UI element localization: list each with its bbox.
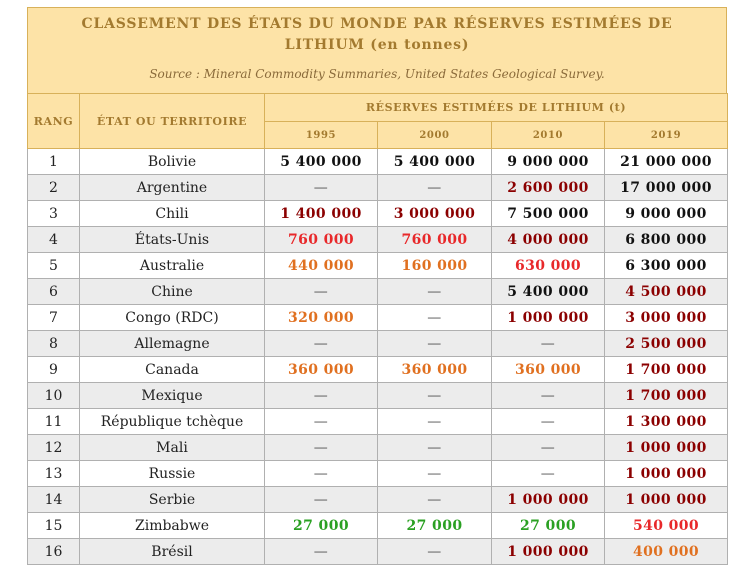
reserve-value-cell: — <box>378 487 492 513</box>
reserve-value-cell: 1 000 000 <box>492 487 605 513</box>
reserve-value-cell: 1 000 000 <box>605 461 728 487</box>
table-row <box>28 305 728 331</box>
rank-cell: 2 <box>28 175 80 201</box>
state-cell: Zimbabwe <box>80 513 265 539</box>
reserve-value-cell: 5 400 000 <box>378 149 492 175</box>
reserve-value-cell: 1 000 000 <box>492 539 605 565</box>
reserve-value-cell: — <box>265 175 378 201</box>
reserve-value-cell: — <box>492 383 605 409</box>
reserve-value-cell: 9 000 000 <box>605 201 728 227</box>
reserve-value-cell: 1 700 000 <box>605 357 728 383</box>
reserve-value-cell: 2 500 000 <box>605 331 728 357</box>
reserve-value-cell: 27 000 <box>492 513 605 539</box>
state-cell: Mali <box>80 435 265 461</box>
table-title <box>28 8 726 56</box>
reserve-value-cell: 5 400 000 <box>265 149 378 175</box>
reserve-value-cell: — <box>265 539 378 565</box>
table-row <box>28 357 728 383</box>
reserve-value-cell: 4 000 000 <box>492 227 605 253</box>
rank-cell: 16 <box>28 539 80 565</box>
table-row <box>28 175 728 201</box>
reserve-value-cell: 1 000 000 <box>605 487 728 513</box>
table-caption <box>27 7 727 93</box>
header-year: 1995 <box>265 122 378 149</box>
reserve-value-cell: 540 000 <box>605 513 728 539</box>
table-row <box>28 435 728 461</box>
reserve-value-cell: 27 000 <box>378 513 492 539</box>
state-cell: Australie <box>80 253 265 279</box>
reserve-value-cell: 400 000 <box>605 539 728 565</box>
header-year: 2000 <box>378 122 492 149</box>
header-rank: RANG <box>28 94 80 149</box>
reserve-value-cell: 7 500 000 <box>492 201 605 227</box>
reserve-value-cell: 360 000 <box>378 357 492 383</box>
table-row <box>28 149 728 175</box>
reserve-value-cell: 3 000 000 <box>605 305 728 331</box>
reserve-value-cell: 27 000 <box>265 513 378 539</box>
reserve-value-cell: 360 000 <box>265 357 378 383</box>
table-row <box>28 461 728 487</box>
reserve-value-cell: 1 000 000 <box>605 435 728 461</box>
rank-cell: 13 <box>28 461 80 487</box>
reserve-value-cell: — <box>492 331 605 357</box>
state-cell: Chine <box>80 279 265 305</box>
reserve-value-cell: — <box>378 461 492 487</box>
table-row <box>28 331 728 357</box>
rank-cell: 3 <box>28 201 80 227</box>
header-state: ÉTAT OU TERRITOIRE <box>80 94 265 149</box>
state-cell: Russie <box>80 461 265 487</box>
table-row <box>28 253 728 279</box>
reserve-value-cell: — <box>265 383 378 409</box>
reserve-value-cell: 3 000 000 <box>378 201 492 227</box>
reserve-value-cell: — <box>378 383 492 409</box>
reserve-value-cell: — <box>265 435 378 461</box>
header-year: 2010 <box>492 122 605 149</box>
rank-cell: 12 <box>28 435 80 461</box>
rank-cell: 9 <box>28 357 80 383</box>
reserve-value-cell: — <box>378 305 492 331</box>
reserve-value-cell: — <box>492 435 605 461</box>
reserve-value-cell: 21 000 000 <box>605 149 728 175</box>
lithium-reserves-table <box>27 93 728 565</box>
state-cell: Allemagne <box>80 331 265 357</box>
table-row <box>28 383 728 409</box>
reserve-value-cell: — <box>492 409 605 435</box>
reserve-value-cell: — <box>265 409 378 435</box>
reserve-value-cell: 6 800 000 <box>605 227 728 253</box>
rank-cell: 6 <box>28 279 80 305</box>
reserve-value-cell: 440 000 <box>265 253 378 279</box>
rank-cell: 10 <box>28 383 80 409</box>
reserve-value-cell: — <box>265 279 378 305</box>
reserve-value-cell: — <box>378 279 492 305</box>
reserve-value-cell: — <box>378 539 492 565</box>
reserve-value-cell: 9 000 000 <box>492 149 605 175</box>
lithium-reserves-table-container <box>27 7 727 565</box>
rank-cell: 7 <box>28 305 80 331</box>
reserve-value-cell: — <box>265 487 378 513</box>
rank-cell: 5 <box>28 253 80 279</box>
state-cell: République tchèque <box>80 409 265 435</box>
state-cell: Bolivie <box>80 149 265 175</box>
reserve-value-cell: — <box>378 409 492 435</box>
rank-cell: 1 <box>28 149 80 175</box>
reserve-value-cell: 17 000 000 <box>605 175 728 201</box>
reserve-value-cell: 1 400 000 <box>265 201 378 227</box>
state-cell: Serbie <box>80 487 265 513</box>
reserve-value-cell: 630 000 <box>492 253 605 279</box>
table-row <box>28 487 728 513</box>
reserve-value-cell: 760 000 <box>378 227 492 253</box>
table-row <box>28 539 728 565</box>
reserve-value-cell: 4 500 000 <box>605 279 728 305</box>
state-cell: Chili <box>80 201 265 227</box>
reserve-value-cell: 1 300 000 <box>605 409 728 435</box>
reserve-value-cell: 760 000 <box>265 227 378 253</box>
reserve-value-cell: 1 700 000 <box>605 383 728 409</box>
table-row <box>28 227 728 253</box>
reserve-value-cell: — <box>492 461 605 487</box>
table-title-line2: LITHIUM (en tonnes) <box>284 37 470 53</box>
reserve-value-cell: — <box>378 435 492 461</box>
table-row <box>28 279 728 305</box>
reserve-value-cell: 1 000 000 <box>492 305 605 331</box>
reserve-value-cell: 320 000 <box>265 305 378 331</box>
reserve-value-cell: 360 000 <box>492 357 605 383</box>
rank-cell: 15 <box>28 513 80 539</box>
table-row <box>28 513 728 539</box>
rank-cell: 11 <box>28 409 80 435</box>
rank-cell: 14 <box>28 487 80 513</box>
header-reserves: RÉSERVES ESTIMÉES DE LITHIUM (t) <box>265 94 728 122</box>
state-cell: Brésil <box>80 539 265 565</box>
state-cell: Canada <box>80 357 265 383</box>
header-year: 2019 <box>605 122 728 149</box>
table-row <box>28 201 728 227</box>
table-row <box>28 409 728 435</box>
reserve-value-cell: 5 400 000 <box>492 279 605 305</box>
state-cell: Argentine <box>80 175 265 201</box>
state-cell: Mexique <box>80 383 265 409</box>
table-body <box>28 149 728 565</box>
reserve-value-cell: — <box>378 175 492 201</box>
reserve-value-cell: — <box>265 461 378 487</box>
table-title-line1: CLASSEMENT DES ÉTATS DU MONDE PAR RÉSERVES ESTIMÉES DE <box>81 16 673 32</box>
reserve-value-cell: — <box>378 331 492 357</box>
reserve-value-cell: — <box>265 331 378 357</box>
reserve-value-cell: 2 600 000 <box>492 175 605 201</box>
reserve-value-cell: 6 300 000 <box>605 253 728 279</box>
reserve-value-cell: 160 000 <box>378 253 492 279</box>
rank-cell: 4 <box>28 227 80 253</box>
state-cell: Congo (RDC) <box>80 305 265 331</box>
rank-cell: 8 <box>28 331 80 357</box>
state-cell: États-Unis <box>80 227 265 253</box>
table-source: Source : Mineral Commodity Summaries, United States Geological Survey. <box>149 67 605 81</box>
